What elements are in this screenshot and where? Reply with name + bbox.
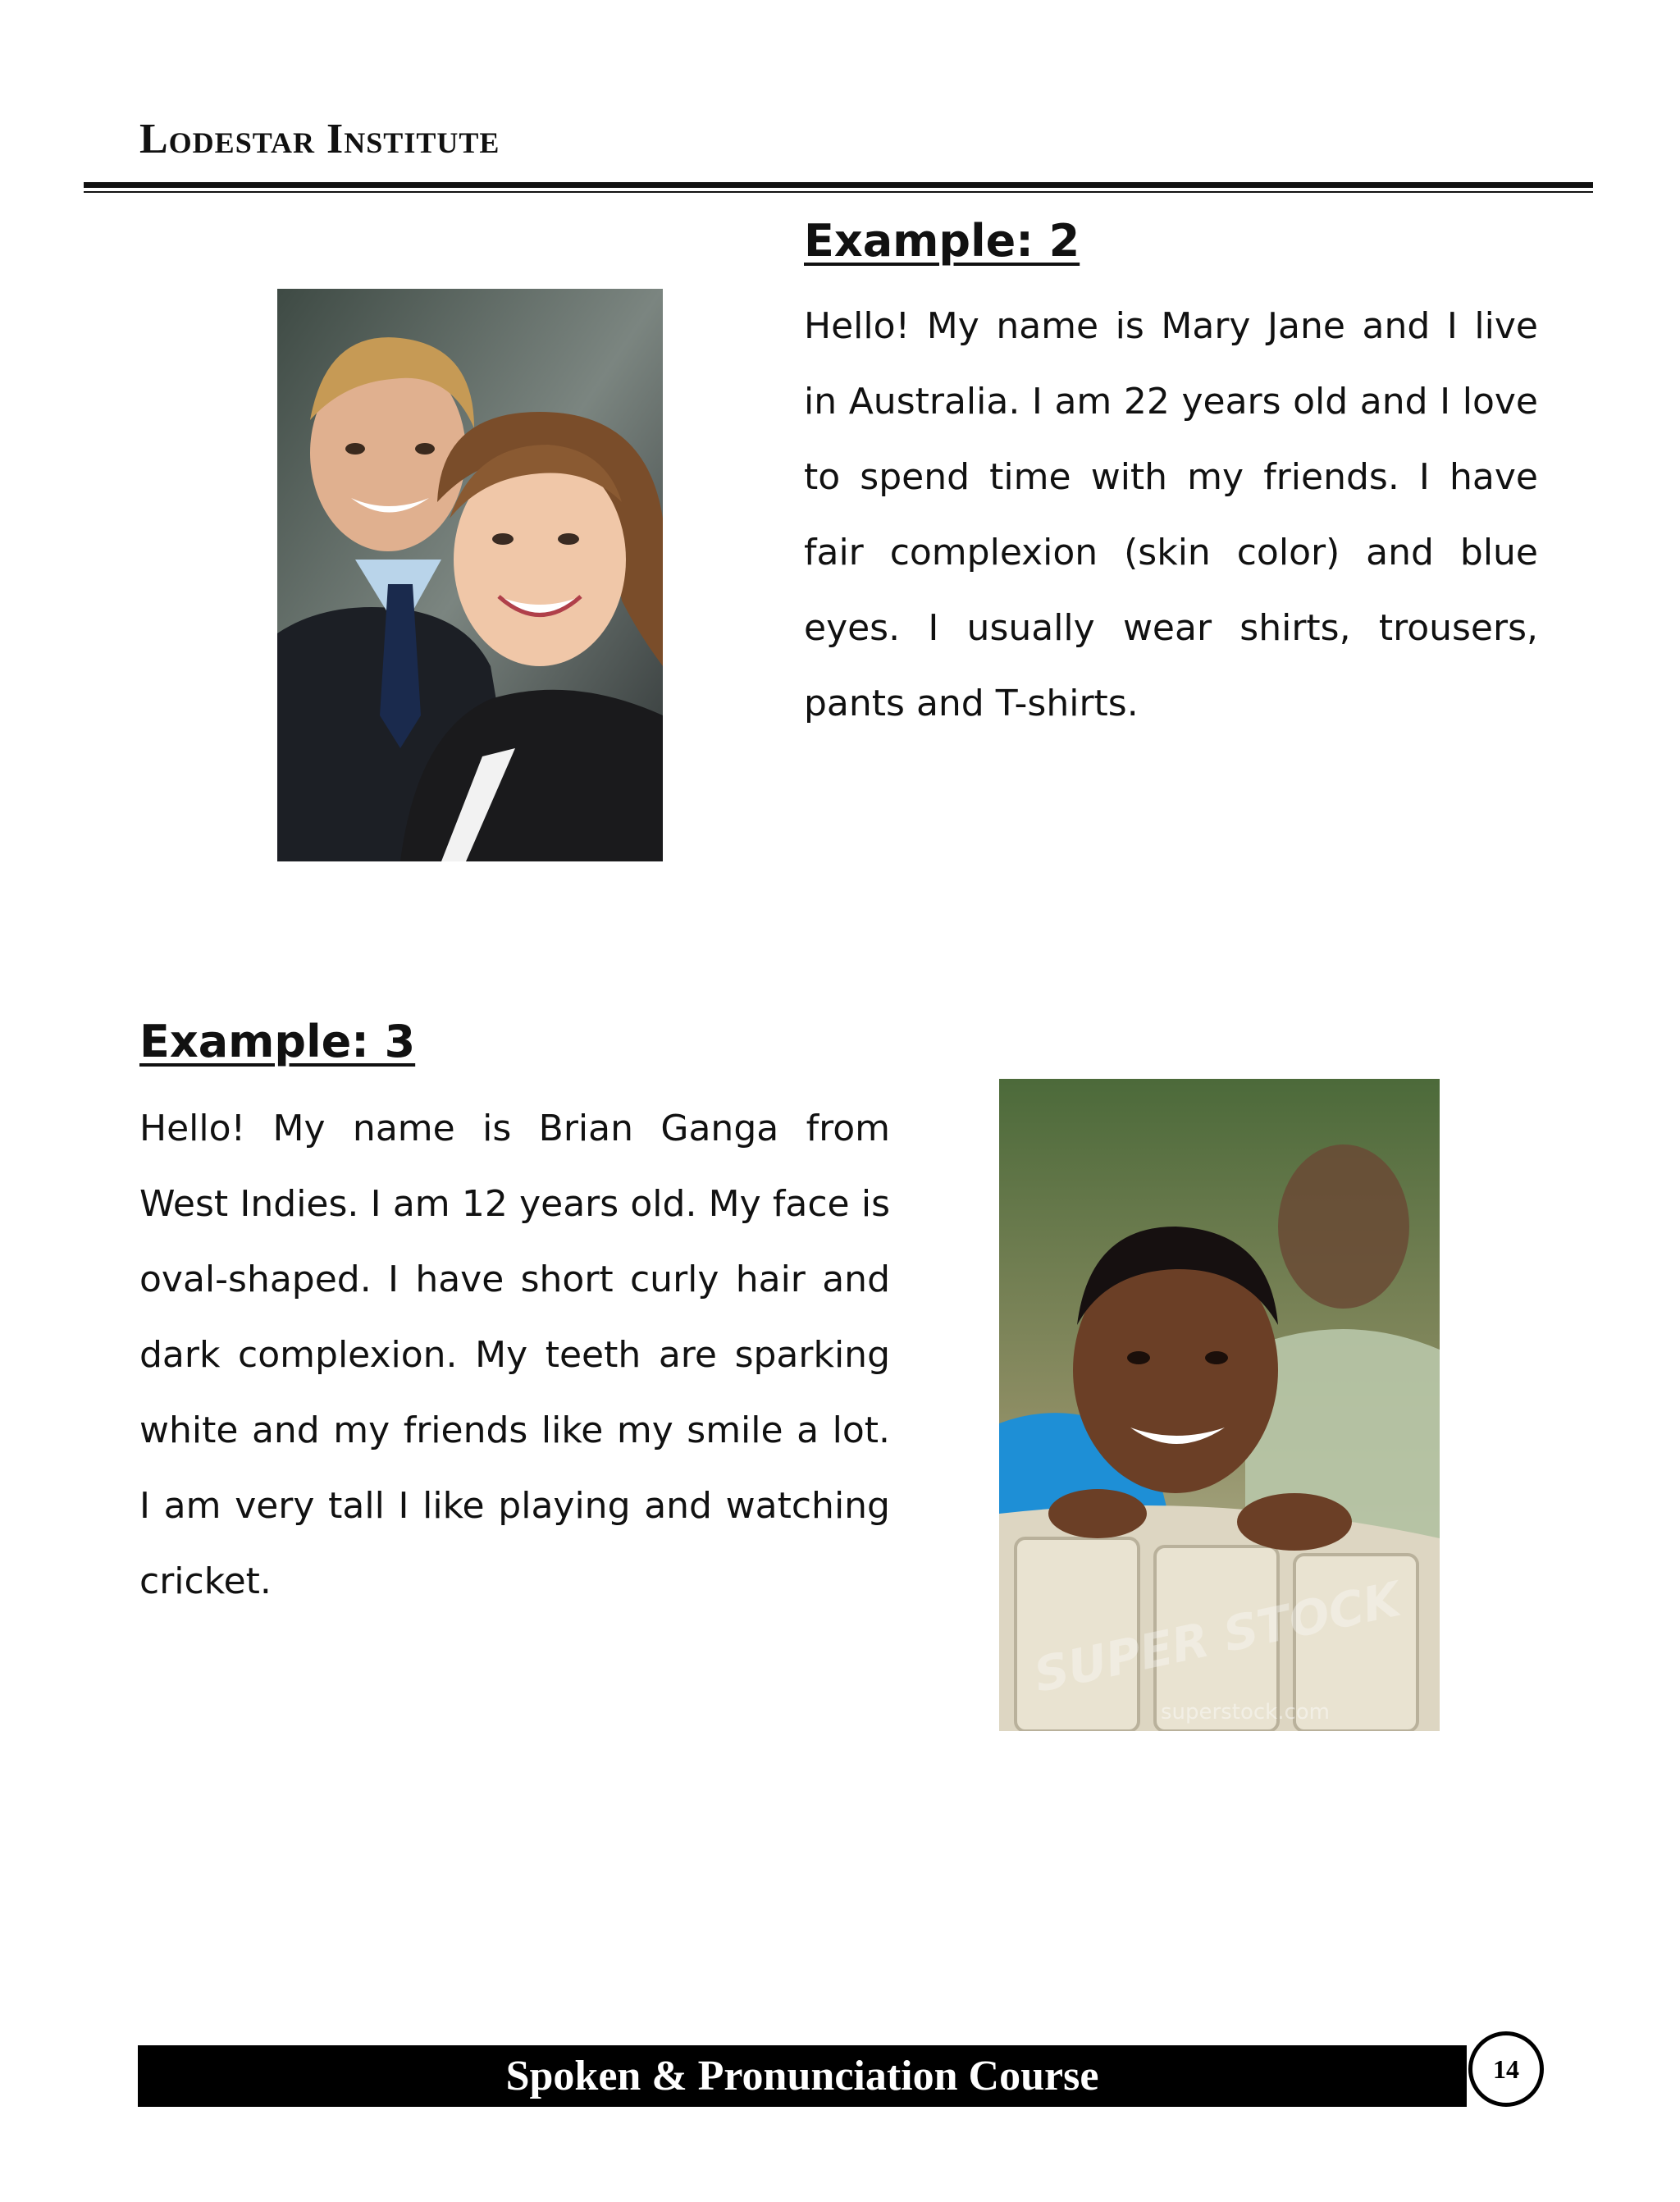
example-3-heading: Example: 3: [139, 1016, 416, 1067]
example-2-text: Hello! My name is Mary Jane and I live in Australia. I am 22 years old and I love to spend time with my friends. I have fair complexion (skin color) and blue eyes. I usually wear shirts, trousers, pants and T-shirts.: [804, 305, 1538, 724]
institute-title: Lodestar Institute: [139, 116, 500, 162]
boy-photo-icon: [999, 1079, 1440, 1731]
watermark-brand: SUPER STOCK: [1029, 1570, 1405, 1703]
example-2-heading: Example: 2: [804, 215, 1080, 267]
watermark-url: superstock.com: [1160, 1700, 1331, 1725]
header-rule-thin: [84, 191, 1593, 193]
header-rule-thick: [84, 182, 1593, 188]
footer-course-title: Spoken & Pronunciation Course: [138, 2045, 1467, 2107]
example-3-text: Hello! My name is Brian Ganga from West Indies. I am 12 years old. My face is oval-shaped. I have short curly hair and dark complexion. My teeth are sparking white and my friends like my smile a lot. I am very tall I like playing and watching cricket.: [139, 1108, 890, 1602]
couple-photo-icon: [277, 289, 663, 861]
page-number: 14: [1468, 2031, 1544, 2107]
